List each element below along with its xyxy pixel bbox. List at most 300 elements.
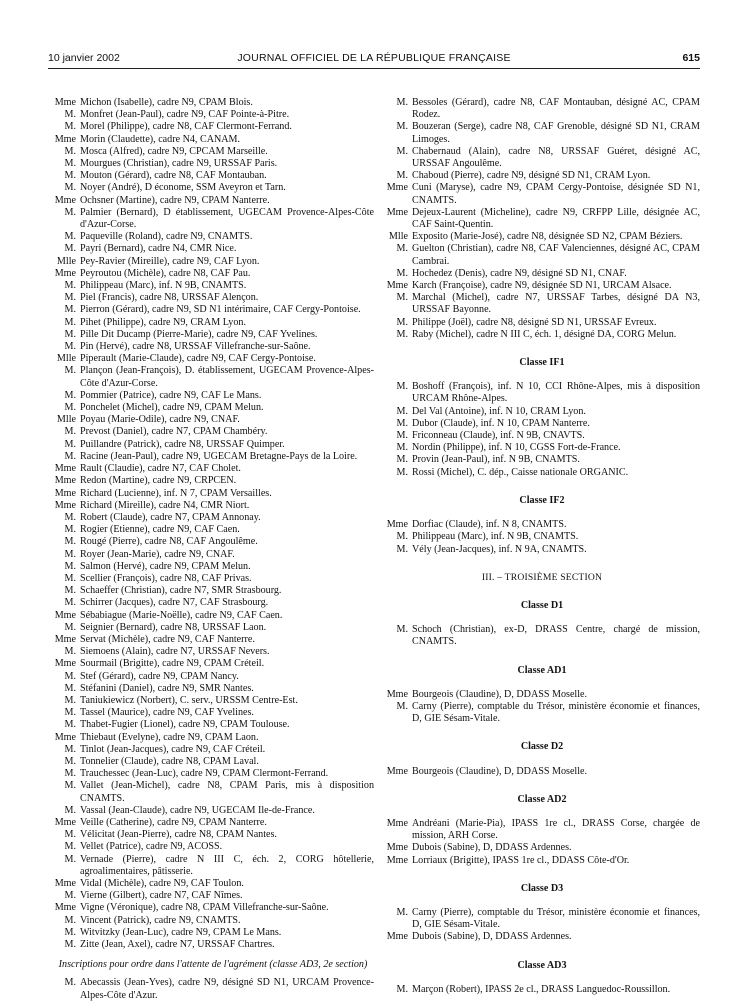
- civility-prefix: M.: [64, 977, 76, 989]
- civility-prefix: M.: [396, 430, 408, 442]
- civility-prefix: M.: [64, 389, 76, 401]
- civility-prefix: M.: [64, 328, 76, 340]
- list-entry: [52, 902, 374, 914]
- civility-prefix: M.: [64, 780, 76, 792]
- list-entry: [384, 442, 700, 454]
- right-entry-list: [384, 97, 700, 341]
- civility-prefix: M.: [396, 442, 408, 454]
- list-entry: [384, 430, 700, 442]
- entry-text: Andréani (Marie-Pia), IPASS 1re cl., DRASS Corse, chargée de mission, ARH Corse.: [412, 817, 700, 842]
- civility-prefix: Mme: [54, 487, 76, 499]
- entry-text: Guelton (Christian), cadre N8, CAF Valenciennes, désigné AC, CPAM Cambrai.: [412, 243, 700, 267]
- entry-text: Siemoens (Alain), cadre N7, URSSAF Nevers.: [80, 646, 270, 658]
- list-entry: [52, 341, 374, 353]
- left-entry-list: [52, 97, 374, 951]
- list-entry: [52, 146, 374, 158]
- civility-prefix: Mme: [54, 133, 76, 145]
- list-entry: [384, 855, 700, 867]
- civility-prefix: M.: [64, 585, 76, 597]
- list-entry: [384, 931, 700, 943]
- entry-text: Dejeux-Laurent (Micheline), cadre N9, CRFPP Lille, désignée AC, CAF Saint-Quentin.: [412, 206, 700, 231]
- entry-text: Ponchelet (Michel), cadre N9, CPAM Melun.: [80, 402, 264, 414]
- list-entry: [384, 689, 700, 701]
- civility-prefix: M.: [64, 939, 76, 951]
- list-entry: [52, 402, 374, 414]
- civility-prefix: M.: [64, 621, 76, 633]
- list-entry: [52, 231, 374, 243]
- civility-prefix: M.: [64, 121, 76, 133]
- entry-text: Payri (Bernard), cadre N4, CMR Nice.: [80, 243, 237, 255]
- civility-prefix: M.: [64, 841, 76, 853]
- list-entry: [52, 561, 374, 573]
- entry-text: Puillandre (Patrick), cadre N8, URSSAF Quimper.: [80, 438, 285, 450]
- civility-prefix: M.: [396, 624, 408, 636]
- list-entry: [52, 256, 374, 268]
- class-heading: Classe IF2: [519, 494, 565, 506]
- entry-text: Vassal (Jean-Claude), cadre N9, UGECAM Ile-de-France.: [80, 804, 315, 816]
- entry-text: Dubois (Sabine), D, DDASS Ardennes.: [412, 842, 572, 854]
- entry-text: Chaboud (Pierre), cadre N9, désigné SD N1, CRAM Lyon.: [412, 170, 651, 182]
- class-heading: Classe AD1: [517, 664, 567, 676]
- list-entry: [52, 780, 374, 804]
- class-heading: Classe D2: [520, 741, 564, 753]
- civility-prefix: Mme: [54, 499, 76, 511]
- entry-text: Vellet (Patrice), cadre N9, ACOSS.: [80, 841, 223, 853]
- entry-text: Schaeffer (Christian), cadre N7, SMR Strasbourg.: [80, 585, 282, 597]
- entry-text: Pommier (Patrice), cadre N9, CAF Le Mans.: [80, 389, 262, 401]
- civility-prefix: M.: [64, 548, 76, 560]
- civility-prefix: M.: [64, 707, 76, 719]
- entry-text: Rossi (Michel), C. dép., Caisse nationale ORGANIC.: [412, 466, 629, 478]
- list-entry: [52, 610, 374, 622]
- entry-text: Richard (Lucienne), inf. N 7, CPAM Versailles.: [80, 487, 272, 499]
- civility-prefix: M.: [64, 341, 76, 353]
- civility-prefix: M.: [396, 405, 408, 417]
- list-entry: [384, 519, 700, 531]
- list-entry: [52, 500, 374, 512]
- entry-text: Pey-Ravier (Mireille), cadre N9, CAF Lyon.: [80, 255, 260, 267]
- page-header: [48, 52, 700, 66]
- entry-text: Plançon (Jean-François), D. établissement, UGECAM Provence-Alpes-Côte d'Azur-Corse.: [80, 365, 374, 389]
- entry-text: Vincent (Patrick), cadre N9, CNAMTS.: [80, 914, 241, 926]
- list-entry: [384, 182, 700, 206]
- list-entry: [52, 475, 374, 487]
- civility-prefix: M.: [396, 906, 408, 918]
- list-entry: [52, 317, 374, 329]
- list-entry: [52, 170, 374, 182]
- list-entry: [52, 390, 374, 402]
- civility-prefix: M.: [64, 292, 76, 304]
- civility-prefix: Mme: [386, 206, 408, 218]
- entry-text: Marchal (Michel), cadre N7, URSSAF Tarbes, désigné DA N3, URSSAF Bayonne.: [412, 292, 700, 316]
- entry-text: Provin (Jean-Paul), inf. N 9B, CNAMTS.: [412, 454, 580, 466]
- list-entry: [384, 146, 700, 170]
- entry-text: Carny (Pierre), comptable du Trésor, ministère économie et finances, D, GIE Sésam-Vitale.: [412, 700, 700, 725]
- list-entry: [52, 414, 374, 426]
- list-entry: [52, 121, 374, 133]
- civility-prefix: Mme: [386, 519, 408, 531]
- civility-prefix: M.: [64, 450, 76, 462]
- entry-text: Vigne (Véronique), cadre N8, CPAM Villefranche-sur-Saône.: [80, 902, 329, 914]
- civility-prefix: Mlle: [56, 255, 76, 267]
- entry-text: Richard (Mireille), cadre N4, CMR Niort.: [80, 499, 250, 511]
- entry-text: Scellier (François), cadre N8, CAF Privas.: [80, 572, 252, 584]
- entry-text: Noyer (André), D économe, SSM Aveyron et Tarn.: [80, 182, 286, 194]
- entry-text: Chabernaud (Alain), cadre N8, URSSAF Guéret, désigné AC, URSSAF Angoulême.: [412, 145, 700, 170]
- entry-text: Abecassis (Jean-Yves), cadre N9, désigné SD N1, URCAM Provence-Alpes-Côte d'Azur.: [80, 977, 374, 1001]
- list-entry: [52, 585, 374, 597]
- entry-text: Peyroutou (Michèle), cadre N8, CAF Pau.: [80, 267, 251, 279]
- list-entry: [52, 549, 374, 561]
- civility-prefix: M.: [64, 426, 76, 438]
- list-entry: [52, 707, 374, 719]
- list-entry: [52, 463, 374, 475]
- civility-prefix: Mlle: [56, 353, 76, 365]
- entry-text: Vallet (Jean-Michel), cadre N8, CPAM Paris, mis à disposition CNAMTS.: [80, 780, 374, 804]
- civility-prefix: M.: [396, 145, 408, 157]
- civility-prefix: Mlle: [56, 414, 76, 426]
- civility-prefix: M.: [64, 682, 76, 694]
- civility-prefix: M.: [64, 804, 76, 816]
- civility-prefix: M.: [396, 328, 408, 340]
- civility-prefix: Mme: [54, 463, 76, 475]
- entry-text: Pihet (Philippe), cadre N9, CRAM Lyon.: [80, 316, 246, 328]
- list-entry: [384, 207, 700, 231]
- entry-text: Seignier (Bernard), cadre N8, URSSAF Laon.: [80, 621, 267, 633]
- civility-prefix: Mme: [54, 267, 76, 279]
- list-entry: [52, 536, 374, 548]
- list-entry: [52, 280, 374, 292]
- civility-prefix: Mme: [54, 609, 76, 621]
- list-entry: [384, 701, 700, 725]
- entry-text: Karch (Françoise), cadre N9, désignée SD N1, URCAM Alsace.: [412, 280, 672, 292]
- civility-prefix: M.: [396, 292, 408, 304]
- list-entry: [52, 97, 374, 109]
- civility-prefix: Mme: [386, 688, 408, 700]
- list-entry: [52, 292, 374, 304]
- civility-prefix: Mme: [386, 817, 408, 829]
- entry-text: Dubois (Sabine), D, DDASS Ardennes.: [412, 931, 572, 943]
- entry-text: Robert (Claude), cadre N7, CPAM Annonay.: [80, 511, 261, 523]
- list-entry: [52, 915, 374, 927]
- entry-text: Vernade (Pierre), cadre N III C, éch. 2, CORG hôtellerie, agroalimentaires, pâtisserie.: [80, 853, 374, 877]
- list-entry: [52, 646, 374, 658]
- civility-prefix: Mme: [386, 182, 408, 194]
- entry-text: Poyau (Marie-Odile), cadre N9, CNAF.: [80, 414, 240, 426]
- right-sections: [384, 357, 700, 996]
- civility-prefix: M.: [64, 316, 76, 328]
- header-date: 10 janvier 2002: [48, 52, 120, 64]
- list-entry: [384, 292, 700, 316]
- civility-prefix: M.: [64, 560, 76, 572]
- civility-prefix: M.: [64, 280, 76, 292]
- list-entry: [384, 818, 700, 842]
- entry-text: Carny (Pierre), comptable du Trésor, ministère économie et finances, D, GIE Sésam-Vitale.: [412, 906, 700, 931]
- header-rule: [48, 68, 700, 69]
- list-entry: [384, 531, 700, 543]
- list-entry: [52, 817, 374, 829]
- list-entry: [384, 454, 700, 466]
- civility-prefix: M.: [64, 829, 76, 841]
- entry-text: Piperault (Marie-Claude), cadre N9, CAF Cergy-Pontoise.: [80, 353, 316, 365]
- civility-prefix: Mme: [54, 731, 76, 743]
- civility-prefix: M.: [64, 926, 76, 938]
- right-column: [384, 97, 700, 996]
- civility-prefix: M.: [64, 524, 76, 536]
- list-entry: [384, 544, 700, 556]
- entry-text: Piel (Francis), cadre N8, URSSAF Alençon.: [80, 292, 259, 304]
- list-entry: [52, 695, 374, 707]
- class-heading: Classe D1: [520, 599, 564, 611]
- entry-text: Vidal (Michèle), cadre N9, CAF Toulon.: [80, 878, 244, 889]
- entry-text: Morel (Philippe), cadre N8, CAF Clermont-Ferrand.: [80, 121, 292, 133]
- list-entry: [52, 329, 374, 341]
- left-column: [52, 97, 374, 1002]
- civility-prefix: M.: [64, 511, 76, 523]
- list-entry: [384, 268, 700, 280]
- entry-text: Pin (Hervé), cadre N8, URSSAF Villefranche-sur-Saône.: [80, 341, 311, 353]
- entry-text: Salmon (Hervé), cadre N9, CPAM Melun.: [80, 560, 251, 572]
- civility-prefix: M.: [64, 206, 76, 218]
- entry-text: Prevost (Daniel), cadre N7, CPAM Chambéry.: [80, 426, 268, 438]
- civility-prefix: M.: [396, 121, 408, 133]
- civility-prefix: M.: [396, 983, 408, 995]
- entry-text: Dorfiac (Claude), inf. N 8, CNAMTS.: [412, 519, 567, 531]
- list-entry: [384, 842, 700, 854]
- section-heading: III. – TROISIÈME SECTION: [481, 571, 603, 583]
- entry-text: Trauchessec (Jean-Luc), cadre N9, CPAM Clermont-Ferrand.: [80, 768, 329, 780]
- list-entry: [384, 418, 700, 430]
- civility-prefix: Mme: [54, 475, 76, 487]
- entry-text: Servat (Michèle), cadre N9, CAF Nanterre.: [80, 633, 255, 645]
- civility-prefix: M.: [64, 914, 76, 926]
- list-entry: [384, 97, 700, 121]
- entry-text: Racine (Jean-Paul), cadre N9, UGECAM Bretagne-Pays de la Loire.: [80, 450, 358, 462]
- entry-text: Bessoles (Gérard), cadre N8, CAF Montauban, désigné AC, CPAM Rodez.: [412, 97, 700, 121]
- entry-text: Stéfanini (Daniel), cadre N9, SMR Nantes.: [80, 682, 254, 694]
- civility-prefix: M.: [64, 231, 76, 243]
- entry-text: Cuni (Maryse), cadre N9, CPAM Cergy-Pontoise, désignée SD N1, CNAMTS.: [412, 182, 700, 206]
- list-entry: [384, 907, 700, 931]
- list-entry: [384, 231, 700, 243]
- civility-prefix: M.: [396, 531, 408, 543]
- entry-text: Bourgeois (Claudine), D, DDASS Moselle.: [412, 765, 588, 777]
- entry-text: Stef (Gérard), cadre N9, CPAM Nancy.: [80, 670, 239, 682]
- list-entry: [384, 406, 700, 418]
- civility-prefix: M.: [64, 646, 76, 658]
- entry-text: Sourmail (Brigitte), cadre N9, CPAM Créteil.: [80, 658, 265, 670]
- list-entry: [52, 158, 374, 170]
- entry-text: Zitte (Jean, Axel), cadre N7, URSSAF Chartres.: [80, 939, 275, 951]
- civility-prefix: M.: [64, 158, 76, 170]
- class-heading: Classe AD2: [517, 793, 567, 805]
- entry-text: Vélicitat (Jean-Pierre), cadre N8, CPAM Nantes.: [80, 829, 277, 841]
- civility-prefix: M.: [64, 768, 76, 780]
- civility-prefix: Mme: [386, 931, 408, 943]
- entry-text: Schirrer (Jacques), cadre N7, CAF Strasbourg.: [80, 597, 269, 609]
- civility-prefix: M.: [64, 243, 76, 255]
- civility-prefix: M.: [64, 719, 76, 731]
- entry-text: Lorriaux (Brigitte), IPASS 1re cl., DDASS Côte-d'Or.: [412, 854, 630, 866]
- civility-prefix: M.: [64, 365, 76, 377]
- list-entry: [52, 878, 374, 890]
- civility-prefix: Mme: [54, 658, 76, 670]
- civility-prefix: M.: [396, 381, 408, 393]
- list-entry: [52, 939, 374, 951]
- entry-text: Tinlot (Jean-Jacques), cadre N9, CAF Créteil.: [80, 743, 266, 755]
- entry-text: Taniukiewicz (Norbert), C. serv., URSSM Centre-Est.: [80, 694, 298, 706]
- civility-prefix: M.: [64, 145, 76, 157]
- inscription-note: Inscriptions pour ordre dans l'attente de l'agrément (classe AD3, 2e section): [58, 959, 368, 971]
- civility-prefix: Mme: [386, 765, 408, 777]
- entry-text: Ochsner (Martine), cadre N9, CPAM Nanterre.: [80, 194, 270, 206]
- list-entry: [384, 467, 700, 479]
- list-entry: [384, 381, 700, 405]
- list-entry: [52, 207, 374, 231]
- entry-text: Morin (Claudette), cadre N4, CANAM.: [80, 133, 241, 145]
- list-entry: [384, 121, 700, 145]
- entry-text: Pierron (Gérard), cadre N9, SD N1 intérimaire, CAF Cergy-Pontoise.: [80, 304, 361, 316]
- list-entry: [52, 524, 374, 536]
- list-entry: [52, 182, 374, 194]
- civility-prefix: Mme: [386, 280, 408, 292]
- list-entry: [52, 634, 374, 646]
- civility-prefix: M.: [64, 755, 76, 767]
- civility-prefix: M.: [64, 170, 76, 182]
- list-entry: [52, 439, 374, 451]
- civility-prefix: M.: [396, 267, 408, 279]
- entry-text: Del Val (Antoine), inf. N 10, CRAM Lyon.: [412, 405, 586, 417]
- list-entry: [52, 756, 374, 768]
- list-entry: [52, 768, 374, 780]
- civility-prefix: M.: [64, 572, 76, 584]
- civility-prefix: M.: [396, 454, 408, 466]
- civility-prefix: Mme: [386, 854, 408, 866]
- entry-text: Bourgeois (Claudine), D, DDASS Moselle.: [412, 688, 588, 700]
- list-entry: [52, 683, 374, 695]
- entry-text: Marçon (Robert), IPASS 2e cl., DRASS Languedoc-Roussillon.: [412, 983, 671, 995]
- list-entry: [52, 134, 374, 146]
- entry-text: Philippeau (Marc), inf. N 9B, CNAMTS.: [412, 531, 579, 543]
- class-heading: Classe D3: [520, 882, 564, 894]
- entry-text: Mouton (Gérard), cadre N8, CAF Montauban.: [80, 170, 267, 182]
- entry-text: Philippe (Joël), cadre N8, désigné SD N1, URSSAF Evreux.: [412, 316, 657, 328]
- entry-text: Thabet-Fugier (Lionel), cadre N9, CPAM Toulouse.: [80, 719, 290, 731]
- entry-text: Michon (Isabelle), cadre N9, CPAM Blois.: [80, 97, 253, 108]
- list-entry: [52, 304, 374, 316]
- page-number: 615: [682, 52, 700, 64]
- list-entry: [52, 805, 374, 817]
- list-entry: [52, 353, 374, 365]
- list-entry: [52, 512, 374, 524]
- civility-prefix: M.: [64, 853, 76, 865]
- civility-prefix: M.: [64, 109, 76, 121]
- civility-prefix: M.: [64, 743, 76, 755]
- list-entry: [52, 451, 374, 463]
- civility-prefix: M.: [64, 182, 76, 194]
- list-entry: [384, 170, 700, 182]
- entry-text: Schoch (Christian), ex-D, DRASS Centre, chargé de mission, CNAMTS.: [412, 624, 700, 648]
- entry-text: Nordin (Philippe), inf. N 10, CGSS Fort-de-France.: [412, 442, 621, 454]
- entry-text: Pille Dit Ducamp (Pierre-Marie), cadre N9, CAF Yvelines.: [80, 328, 318, 340]
- list-entry: [52, 426, 374, 438]
- civility-prefix: Mme: [54, 97, 76, 108]
- list-entry: [52, 195, 374, 207]
- civility-prefix: M.: [396, 316, 408, 328]
- list-entry: [52, 109, 374, 121]
- entry-text: Raby (Michel), cadre N III C, éch. 1, désigné DA, CORG Melun.: [412, 328, 677, 340]
- entry-text: Boshoff (François), inf. N 10, CCI Rhône-Alpes, mis à disposition URCAM Rhône-Alpes.: [412, 381, 700, 405]
- civility-prefix: M.: [64, 670, 76, 682]
- entry-text: Rougé (Pierre), cadre N8, CAF Angoulême.: [80, 536, 258, 548]
- entry-text: Mourgues (Christian), cadre N9, URSSAF Paris.: [80, 158, 278, 170]
- list-entry: [52, 841, 374, 853]
- civility-prefix: M.: [396, 700, 408, 712]
- list-entry: [52, 365, 374, 389]
- civility-prefix: M.: [64, 438, 76, 450]
- entry-text: Sébabiague (Marie-Noëlle), cadre N9, CAF Caen.: [80, 609, 283, 621]
- civility-prefix: M.: [396, 543, 408, 555]
- list-entry: [384, 624, 700, 648]
- list-entry: [384, 329, 700, 341]
- entry-text: Tonnelier (Claude), cadre N8, CPAM Laval.: [80, 755, 259, 767]
- entry-text: Vierne (Gilbert), cadre N7, CAF Nîmes.: [80, 890, 243, 902]
- entry-text: Redon (Martine), cadre N9, CRPCEN.: [80, 475, 237, 487]
- list-entry: [52, 829, 374, 841]
- entry-text: Paqueville (Roland), cadre N9, CNAMTS.: [80, 231, 253, 243]
- list-entry: [52, 927, 374, 939]
- list-entry: [52, 622, 374, 634]
- civility-prefix: M.: [396, 243, 408, 255]
- list-entry: [52, 732, 374, 744]
- entry-text: Rault (Claudie), cadre N7, CAF Cholet.: [80, 463, 241, 475]
- civility-prefix: M.: [396, 417, 408, 429]
- entry-text: Vély (Jean-Jacques), inf. N 9A, CNAMTS.: [412, 543, 587, 555]
- entry-text: Rogier (Etienne), cadre N9, CAF Caen.: [80, 524, 240, 536]
- list-entry: [384, 317, 700, 329]
- entry-text: Tassel (Maurice), cadre N9, CAF Yvelines.: [80, 707, 254, 719]
- civility-prefix: Mme: [386, 842, 408, 854]
- civility-prefix: M.: [64, 694, 76, 706]
- entry-text: Exposito (Marie-José), cadre N8, désignée SD N2, CPAM Béziers.: [412, 231, 683, 243]
- list-entry: [52, 719, 374, 731]
- entry-text: Philippeau (Marc), inf. N 9B, CNAMTS.: [80, 280, 247, 292]
- entry-text: Dubor (Claude), inf. N 10, CPAM Nanterre.: [412, 417, 590, 429]
- civility-prefix: M.: [396, 466, 408, 478]
- entry-text: Thiebaut (Evelyne), cadre N9, CPAM Laon.: [80, 731, 259, 743]
- entry-text: Witvitzky (Jean-Luc), cadre N9, CPAM Le Mans.: [80, 926, 282, 938]
- entry-text: Veille (Catherine), cadre N9, CPAM Nanterre.: [80, 816, 267, 828]
- entry-text: Royer (Jean-Marie), cadre N9, CNAF.: [80, 548, 235, 560]
- class-heading: Classe IF1: [519, 357, 565, 369]
- entry-text: Palmier (Bernard), D établissement, UGECAM Provence-Alpes-Côte d'Azur-Corse.: [80, 206, 374, 231]
- list-entry: [52, 744, 374, 756]
- entry-text: Bouzeran (Serge), cadre N8, CAF Grenoble, désigné SD N1, CRAM Limoges.: [412, 121, 700, 145]
- list-entry: [52, 854, 374, 878]
- civility-prefix: Mme: [54, 902, 76, 914]
- civility-prefix: M.: [64, 597, 76, 609]
- civility-prefix: M.: [64, 536, 76, 548]
- header-title: JOURNAL OFFICIEL DE LA RÉPUBLIQUE FRANÇAISE: [237, 52, 511, 64]
- civility-prefix: M.: [396, 97, 408, 108]
- list-entry: [52, 671, 374, 683]
- entry-text: Mosca (Alfred), cadre N9, CPCAM Marseille.: [80, 145, 268, 157]
- civility-prefix: M.: [64, 402, 76, 414]
- civility-prefix: Mme: [54, 816, 76, 828]
- civility-prefix: Mme: [54, 878, 76, 889]
- list-entry: [52, 890, 374, 902]
- entry-text: Monfret (Jean-Paul), cadre N9, CAF Pointe-à-Pitre.: [80, 109, 290, 121]
